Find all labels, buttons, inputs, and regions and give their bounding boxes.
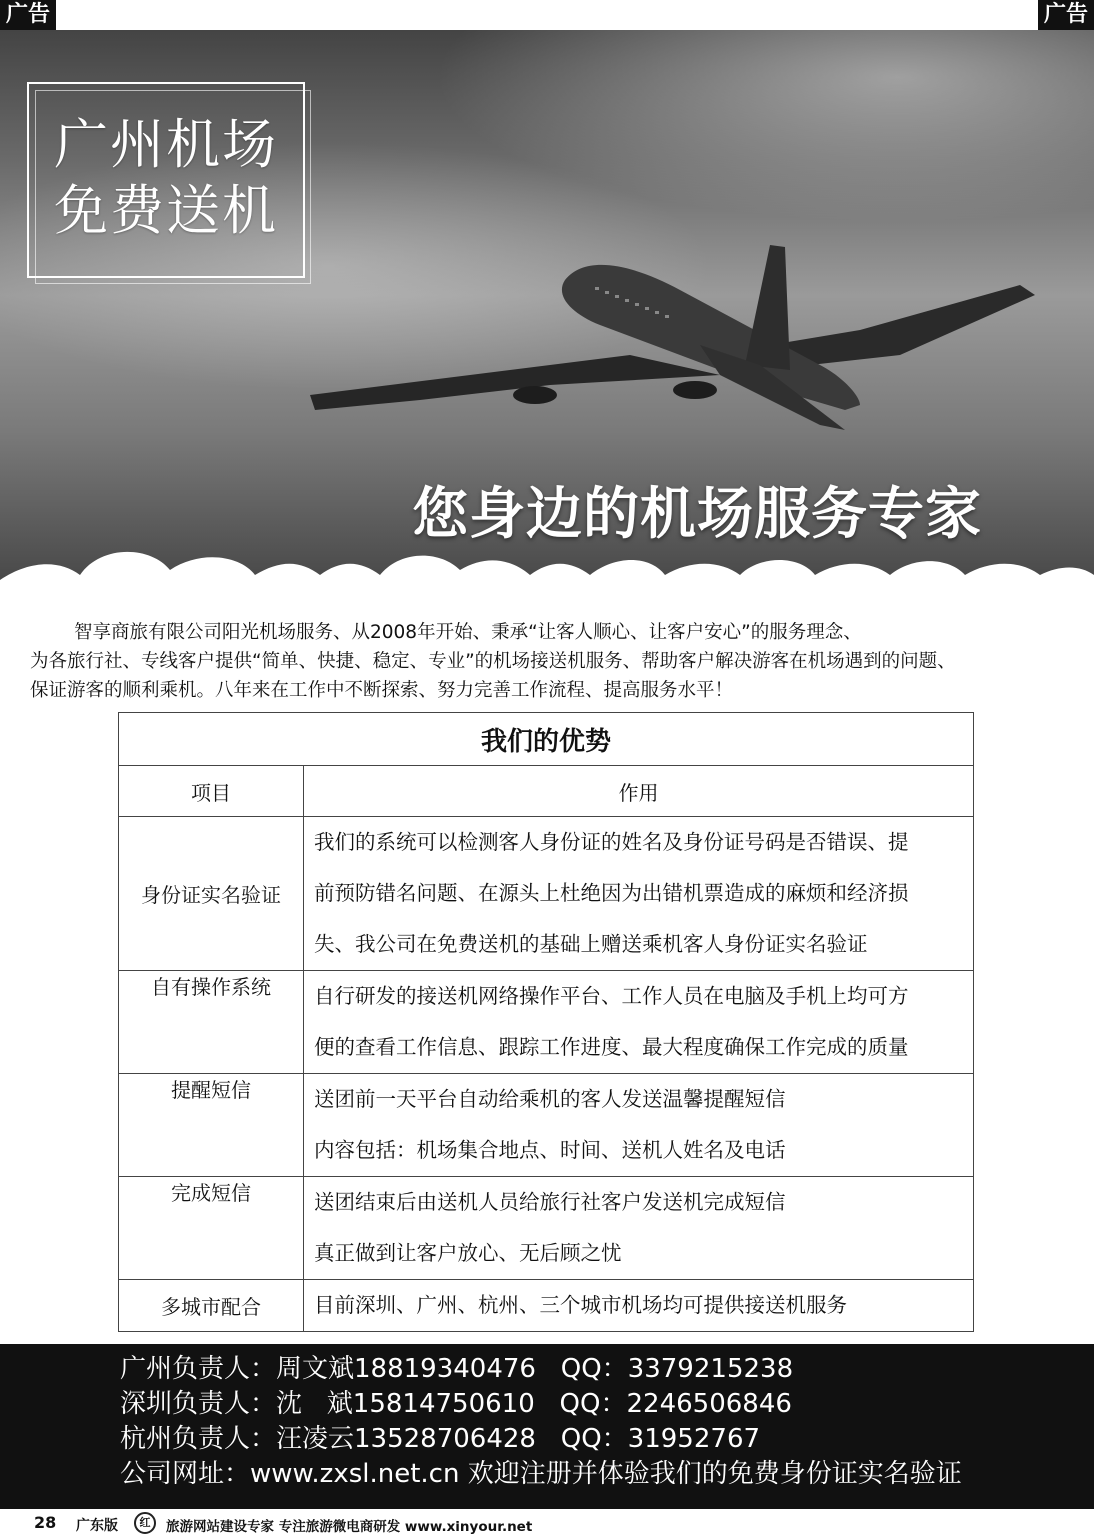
title-line-2: 免费送机 xyxy=(54,179,278,242)
effect-line: 自行研发的接送机网络操作平台、工作人员在电脑及手机上均可方 xyxy=(314,984,909,1008)
edition-label: 广东版 xyxy=(76,1518,118,1534)
contact-shenzhen: 深圳负责人：沈 斌15814750610 QQ：2246506846 xyxy=(120,1389,792,1419)
table-row xyxy=(119,971,974,1074)
title-box xyxy=(27,82,305,278)
page-footer xyxy=(0,1509,1094,1538)
effect-line: 真正做到让客户放心、无后顾之忧 xyxy=(314,1241,622,1265)
row-item: 多城市配合 xyxy=(119,1280,304,1332)
row-effect xyxy=(304,971,974,1074)
ad-tag-left: 广告 xyxy=(0,0,56,30)
effect-line: 我们的系统可以检测客人身份证的姓名及身份证号码是否错误、提 xyxy=(314,830,909,854)
column-header-effect: 作用 xyxy=(304,766,974,817)
row-effect xyxy=(304,1074,974,1177)
page-number: 28 xyxy=(34,1513,57,1532)
table-row xyxy=(119,1074,974,1177)
hero-slogan: 您身边的机场服务专家 xyxy=(412,481,982,547)
row-item: 完成短信 xyxy=(119,1177,304,1280)
effect-line: 失、我公司在免费送机的基础上赠送乘机客人身份证实名验证 xyxy=(314,932,868,956)
effect-line: 便的查看工作信息、跟踪工作进度、最大程度确保工作完成的质量 xyxy=(314,1035,909,1059)
effect-line: 送团结束后由送机人员给旅行社客户发送机完成短信 xyxy=(314,1190,786,1214)
footer-slogan: 旅游网站建设专家 专注旅游微电商研发 www.xinyour.net xyxy=(166,1519,533,1535)
intro-line: 智享商旅有限公司阳光机场服务、从2008年开始、秉承“让客人顺心、让客户安心”的服务理念、 xyxy=(74,622,862,643)
effect-line: 内容包括：机场集合地点、时间、送机人姓名及电话 xyxy=(314,1138,786,1162)
effect-line: 送团前一天平台自动给乘机的客人发送温馨提醒短信 xyxy=(314,1087,786,1111)
row-item: 自有操作系统 xyxy=(119,971,304,1074)
row-effect xyxy=(304,1280,974,1332)
table-row xyxy=(119,1177,974,1280)
ad-tag-right: 广告 xyxy=(1038,0,1094,30)
table-row xyxy=(119,1280,974,1332)
contact-hangzhou: 杭州负责人：汪凌云13528706428 QQ：31952767 xyxy=(120,1424,761,1454)
advantages-table xyxy=(118,712,974,1332)
cloud-border xyxy=(0,520,1094,620)
row-item: 提醒短信 xyxy=(119,1074,304,1177)
intro-paragraph xyxy=(30,618,1080,705)
intro-line: 为各旅行社、专线客户提供“简单、快捷、稳定、专业”的机场接送机服务、帮助客户解决游客在机场遇到的问题、 xyxy=(30,651,956,672)
contact-guangzhou: 广州负责人：周文斌18819340476 QQ：3379215238 xyxy=(120,1354,794,1384)
hero-banner xyxy=(0,30,1094,620)
title-line-1: 广州机场 xyxy=(54,113,278,176)
advantages-title: 我们的优势 xyxy=(119,713,974,766)
effect-line: 前预防错名问题、在源头上杜绝因为出错机票造成的麻烦和经济损 xyxy=(314,881,909,905)
table-row xyxy=(119,817,974,971)
row-effect xyxy=(304,1177,974,1280)
row-effect xyxy=(304,817,974,971)
contact-panel xyxy=(0,1344,1094,1509)
intro-line: 保证游客的顺利乘机。八年来在工作中不断探索、努力完善工作流程、提高服务水平！ xyxy=(30,680,734,701)
effect-line: 目前深圳、广州、杭州、三个城市机场均可提供接送机服务 xyxy=(314,1293,847,1317)
column-header-item: 项目 xyxy=(119,766,304,817)
brand-logo-icon: 红 xyxy=(134,1512,156,1534)
row-item: 身份证实名验证 xyxy=(119,817,304,971)
airplane-image xyxy=(300,235,1040,485)
company-website: 公司网址：www.zxsl.net.cn 欢迎注册并体验我们的免费身份证实名验证 xyxy=(120,1459,962,1489)
